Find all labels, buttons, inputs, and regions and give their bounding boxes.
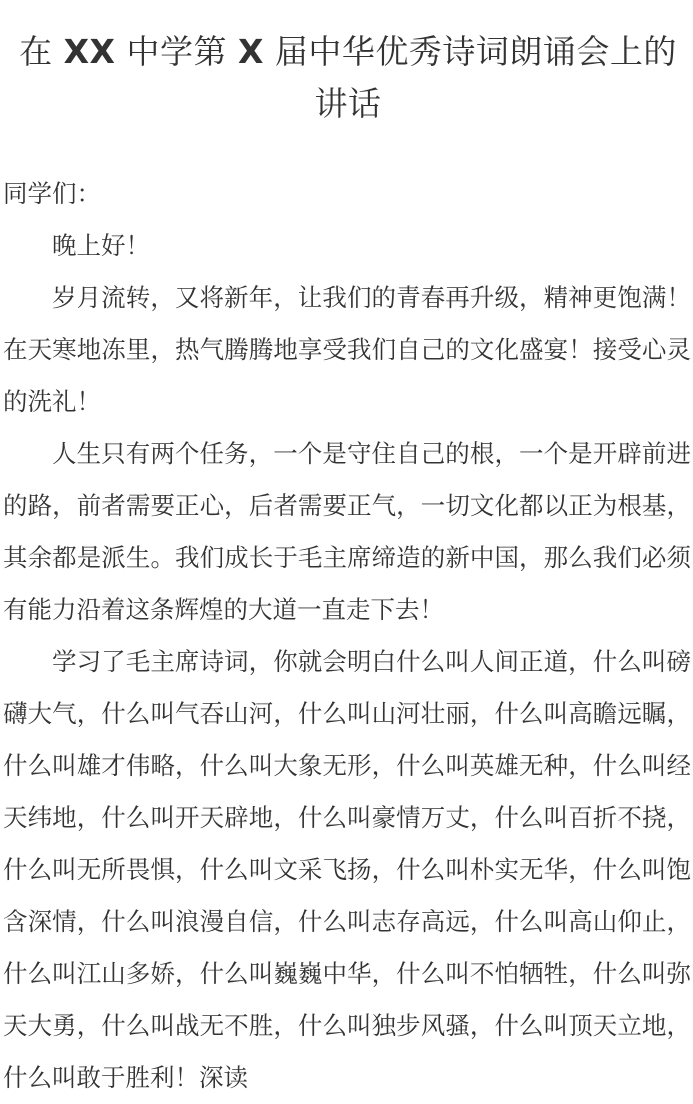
title-text-2: 中学第 bbox=[115, 32, 238, 71]
paragraph-greeting: 晚上好！ bbox=[52, 231, 150, 260]
paragraph-poetry-meaning: 学习了毛主席诗词，你就会明白什么叫人间正道，什么叫磅礴大气，什么叫气吞山河，什么叫山河壮丽，什么叫高瞻远瞩，什么叫雄才伟略，什么叫大象无形，什么叫英雄无种，什么叫经天纬地，什么叫开天辟地，什么叫豪情万丈，什么叫百折不挠，什么叫无所畏惧，什么叫文采飞扬，什么叫朴实无华，什么叫饱含深情，什么叫浪漫自信，什么叫志存高远，什么叫高山仰止，什么叫江山多娇，什么叫巍巍中华，什么叫不怕牺牲，什么叫弥天大勇，什么叫战无不胜，什么叫独步风骚，什么叫顶天立地，什么叫敢于胜利！深读 bbox=[3, 647, 691, 1092]
title-text-3: 届中华优秀诗词朗诵会上的讲话 bbox=[263, 32, 677, 123]
title-session-placeholder: X bbox=[237, 32, 264, 71]
salutation: 同学们： bbox=[3, 179, 101, 208]
paragraph-new-year: 岁月流转，又将新年，让我们的青春再升级，精神更饱满！在天寒地冻里，热气腾腾地享受我们自己的文化盛宴！接受心灵的洗礼！ bbox=[3, 283, 691, 416]
title-school-placeholder: XX bbox=[63, 32, 116, 71]
document-title bbox=[3, 0, 693, 130]
title-text-1: 在 bbox=[19, 32, 64, 71]
paragraph-life-tasks: 人生只有两个任务，一个是守住自己的根，一个是开辟前进的路，前者需要正心，后者需要正气，一切文化都以正为根基，其余都是派生。我们成长于毛主席缔造的新中国，那么我们必须有能力沿着这条辉煌的大道一直走下去！ bbox=[3, 439, 691, 624]
document-body bbox=[3, 168, 691, 1104]
